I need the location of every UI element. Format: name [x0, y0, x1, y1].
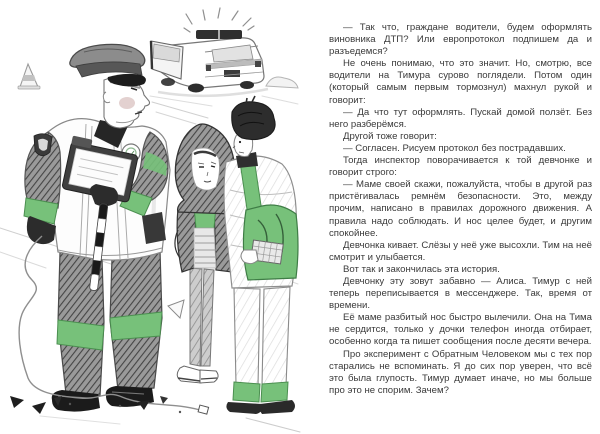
paper-shard: [168, 300, 184, 318]
officer-left-arm: [24, 132, 61, 244]
cheek-blush: [119, 97, 135, 109]
officer-trousers: [57, 250, 162, 396]
taillight-left: [206, 65, 211, 71]
wheel: [240, 81, 254, 89]
story-paragraph: Её маме разбитый нос быстро вылечили. Она на Тима не сердится, только у дочки телефон иногда отбирает, особенно когда та пишет сообщения после десяти вечера.: [329, 312, 592, 348]
girl-jeans: [190, 268, 202, 366]
story-paragraph: — Да что тут оформлять. Пускай домой ползёт. Без него разберёмся.: [329, 106, 592, 130]
story-paragraph: Девчонку эту зовут забавно — Алиса. Тимур с ней теперь переписывается в мессенджере. Так, время от времени.: [329, 275, 592, 312]
boy-green-cuff: [261, 382, 288, 402]
boy-green-cuff: [233, 382, 260, 402]
boy-hair: [232, 102, 275, 140]
hip-pouch: [142, 212, 166, 244]
officer-head: [70, 44, 150, 128]
story-paragraph: Вот так и закончилась эта история.: [343, 263, 500, 275]
boy-shoe: [226, 402, 262, 414]
crash-marks: [184, 8, 254, 32]
girl-jeans: [201, 269, 214, 366]
story-paragraph: — Маме своей скажи, пожалуйста, чтобы в другой раз пристёгивалась ремнём безопасности. Это, между прочим, написано в правилах дорожного движения. А правила надо соблюдать. И нос целее будет, и другим спокойнее.: [329, 179, 592, 239]
boy-pants: [234, 288, 260, 386]
story-paragraph: — Так что, граждане водители, будем оформлять виновника ДТП? Или европротокол подпишем да и разъедемся?: [329, 22, 592, 58]
wheel: [188, 84, 204, 93]
taillight-right: [255, 61, 261, 67]
license-plate: [224, 70, 240, 77]
story-paragraph: — Согласен. Рисуем протокол без пострадавших.: [343, 142, 566, 154]
police-officer: [24, 44, 170, 411]
story-paragraph: Тогда инспектор поворачивается к той девчонке и говорит строго:: [329, 155, 592, 179]
snow-mound: [266, 77, 298, 88]
boy-hand: [241, 250, 258, 264]
story-paragraph: Про эксперимент с Обратным Человеком мы с тех пор старались не вспоминать. Я до сих пор уверен, что всё это была глупость. Тимур думает иначе, но мы больше про это не спорим. Зачем?: [329, 348, 592, 396]
story-paragraph: Девчонка кивает. Слёзы у неё уже высохли. Тим на неё смотрит и улыбается.: [329, 239, 592, 263]
police-car: [151, 30, 298, 96]
girl-vest: [177, 206, 196, 272]
story-paragraph: Не очень понимаю, что это значит. Но, смотрю, все водители на Тимура сурово поглядели. Потом один (который самым первым тормознул) махнул рукой и говорит:: [329, 58, 592, 106]
boy-pants: [262, 287, 290, 386]
tape-end: [198, 405, 209, 414]
boy-with-backpack: [224, 96, 298, 414]
story-text-column: [329, 22, 592, 397]
story-paragraph: Другой тоже говорит:: [343, 130, 437, 142]
girl-sneaker: [200, 370, 218, 383]
wheel: [161, 78, 175, 86]
girl-shirt: [194, 228, 216, 268]
traffic-cone: [18, 64, 40, 89]
